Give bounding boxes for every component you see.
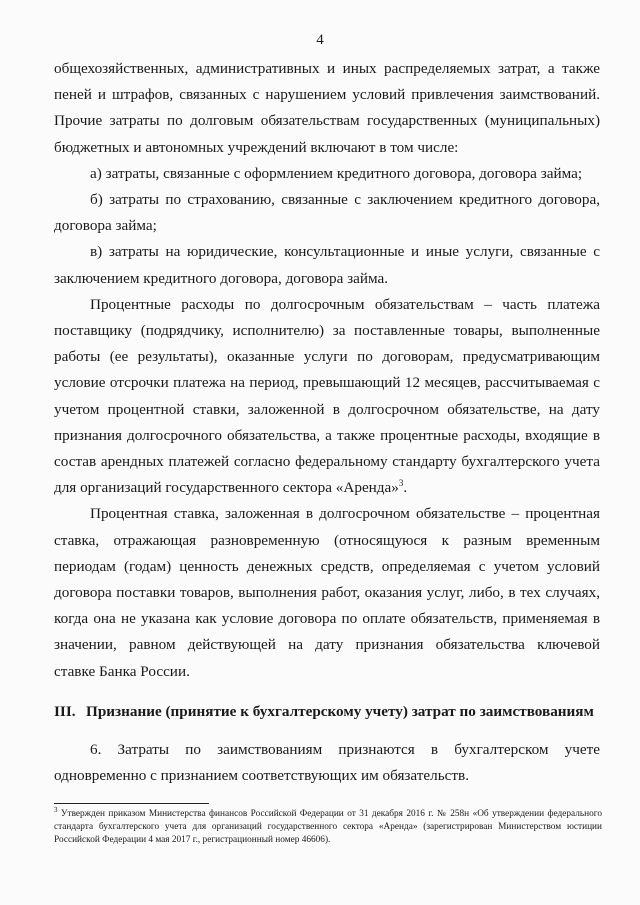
footnote-divider — [54, 803, 209, 804]
body-text — [54, 56, 600, 789]
list-item-b: б) затраты по страхованию, связанные с заключением кредитного договора, договора займа; — [54, 191, 600, 235]
footnote-text: Утвержден приказом Министерства финансов Российской Федерации от 31 декабря 2016 г. № 258н «Об утверждении федерального стандарта бухгалтерского учета для организаций государственного сектора «Аренда» (зарегистрирован Министерством юстиции Российской Федерации 4 мая 2017 г., регистрационный номер 46606). — [54, 809, 602, 845]
section-heading — [54, 699, 600, 725]
paragraph-interest-expenses — [54, 292, 600, 502]
paragraph-interest-rate: Процентная ставка, заложенная в долгосрочном обязательстве – процентная ставка, отражающая разновременную (относящуюся к разным временным периодам (годам) ценность денежных средств, определяемая с учетом условий договора поставки товаров, выполнения работ, оказания услуг, либо, в тех случаях, когда она не указана как условие договора по оплате обязательств, применяемая в значении, равном действующей на дату признания обязательства ключевой — [54, 505, 600, 654]
footnote-marker: 3 — [54, 805, 58, 814]
section-number: III. — [54, 702, 76, 720]
paragraph-interest-rate-tail: ставке Банка России. — [54, 662, 190, 680]
footnote — [54, 805, 602, 847]
list-item-a: а) затраты, связанные с оформлением кредитного договора, договора займа; — [90, 164, 583, 182]
paragraph-end-punct: . — [403, 479, 408, 497]
footnote-reference: 3 — [398, 478, 404, 489]
paragraph-interest-expenses-text: Процентные расходы по долгосрочным обязательствам – часть платежа поставщику (подрядчику, исполнителю) за поставленные товары, выполненные работы (ее результаты), оказанные услуги по договорам, предусматривающим условие отсрочки платежа на период, превышающий 12 месяцев, рассчитываемая с учетом процентной ставки, заложенной в долгосрочном обязательстве, на дату признания долгосрочного обязательства, а также процентные расходы, входящие в состав арендных платежей согласно федеральному стандарту бухгалтерского учета для организаций государственного сектора «Аренда» — [54, 295, 600, 497]
list-item-c: в) затраты на юридические, консультационные и иные услуги, связанные с заключением кредитного договора, договора займа. — [54, 243, 600, 287]
paragraph-item-6-tail: одновременно с признанием соответствующих им обязательств. — [54, 767, 469, 785]
page-number: 4 — [316, 32, 324, 48]
paragraph-continuation: общехозяйственных, административных и иных распределяемых затрат, а также пеней и штрафов, связанных с нарушением условий привлечения заимствований. Прочие затраты по долговым обязательствам государственных (муниципальных) бюджетных и автономных учреждений включают в том числе: — [54, 60, 600, 156]
section-title: Признание (принятие к бухгалтерскому учету) затрат по заимствованиям — [86, 702, 594, 720]
paragraph-item-6: 6. Затраты по заимствованиям признаются в бухгалтерском учете — [90, 741, 600, 759]
